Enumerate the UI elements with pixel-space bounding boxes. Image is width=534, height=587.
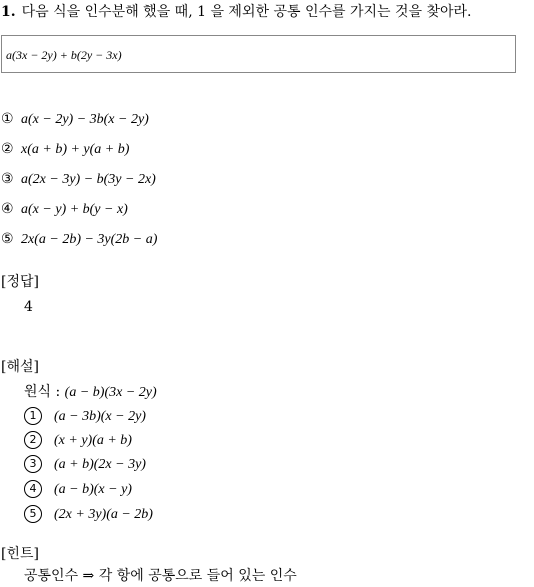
explanation-original-expr: (a − b)(3x − 2y): [64, 385, 157, 400]
explanation-item-4-expr: (a − b)(x − y): [54, 482, 132, 497]
explanation-original-prefix: 원식 :: [24, 384, 65, 400]
given-expression: a(3x − 2y) + b(2y − 3x): [6, 48, 122, 62]
explanation-item-5: [24, 503, 153, 526]
answer-value: 4: [24, 299, 33, 315]
answer-label: [정답]: [1, 274, 39, 290]
explanation-item-1-expr: (a − 3b)(x − 2y): [54, 409, 146, 424]
explanation-item-1-mark: 1: [24, 407, 42, 425]
choice-5[interactable]: [1, 229, 157, 250]
explanation-item-4: [24, 478, 132, 501]
explanation-item-3: [24, 453, 146, 476]
hint-label: [힌트]: [1, 546, 39, 562]
hint-text: 공통인수 ⇒ 각 항에 공통으로 들어 있는 인수: [24, 568, 297, 584]
choice-5-expr: 2x(a − 2b) − 3y(2b − a): [21, 232, 158, 247]
explanation-item-2-mark: 2: [24, 431, 42, 449]
choice-5-mark: ⑤: [1, 231, 14, 247]
choice-3-expr: a(2x − 3y) − b(3y − 2x): [21, 172, 156, 187]
question-text: 다음 식을 인수분해 했을 때, 1 을 제외한 공통 인수를 가지는 것을 찾아라.: [21, 4, 472, 20]
choice-2-mark: ②: [1, 141, 14, 157]
choice-3[interactable]: [1, 169, 156, 190]
choice-1[interactable]: [1, 109, 149, 130]
choice-1-expr: a(x − 2y) − 3b(x − 2y): [21, 112, 149, 127]
explanation-item-2-expr: (x + y)(a + b): [54, 433, 132, 448]
explanation-original: [24, 381, 157, 404]
choice-1-mark: ①: [1, 111, 14, 127]
explanation-item-5-expr: (2x + 3y)(a − 2b): [54, 507, 153, 522]
explanation-item-5-mark: 5: [24, 505, 42, 523]
explanation-item-1: [24, 405, 146, 428]
choice-2[interactable]: [1, 139, 129, 160]
choice-4[interactable]: [1, 199, 128, 220]
choice-4-expr: a(x − y) + b(y − x): [21, 202, 128, 217]
question-line: [1, 2, 472, 22]
given-expression-box: [1, 35, 516, 73]
explanation-item-3-expr: (a + b)(2x − 3y): [54, 457, 146, 472]
question-number: 1.: [1, 4, 16, 20]
explanation-item-2: [24, 429, 132, 452]
choice-3-mark: ③: [1, 171, 14, 187]
explanation-item-4-mark: 4: [24, 480, 42, 498]
choice-4-mark: ④: [1, 201, 14, 217]
explanation-item-3-mark: 3: [24, 455, 42, 473]
explanation-label: [해설]: [1, 359, 39, 375]
choice-2-expr: x(a + b) + y(a + b): [21, 142, 130, 157]
